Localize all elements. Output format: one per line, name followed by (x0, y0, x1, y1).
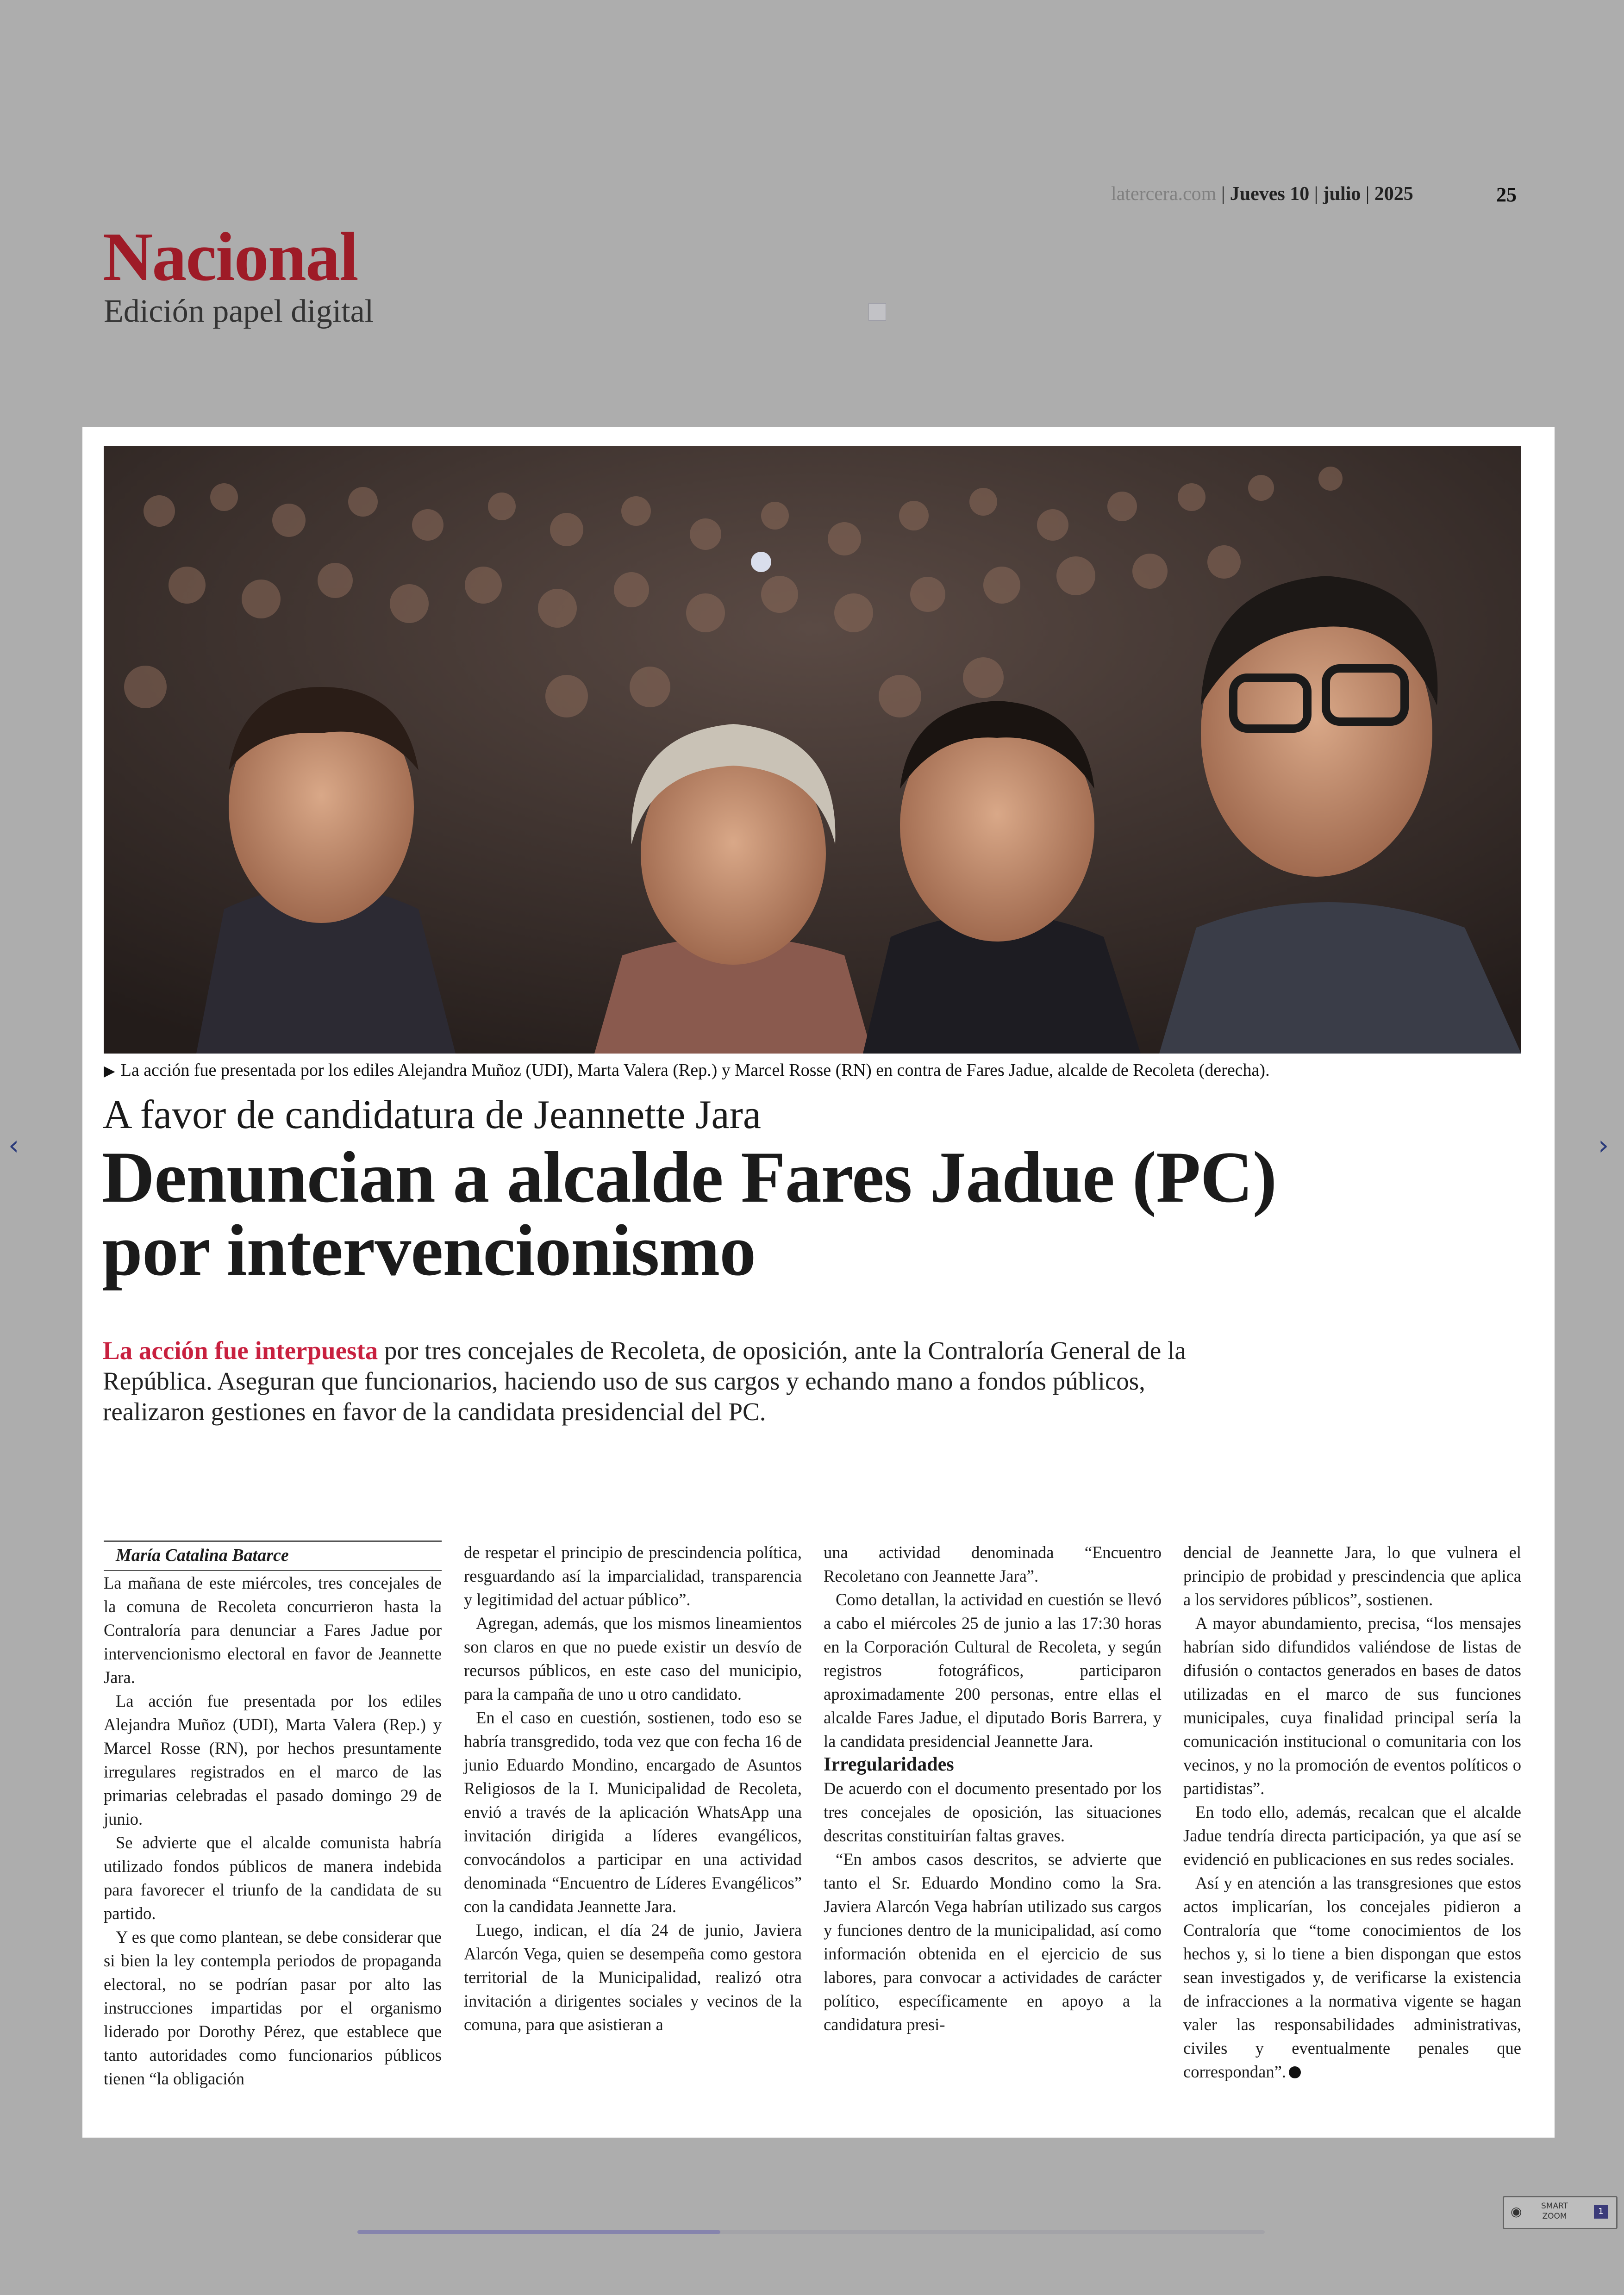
edition-subtitle: Edición papel digital (104, 293, 374, 329)
article-headline: Denuncian a alcalde Fares Jadue (PC) por intervencionismo (102, 1137, 1277, 1291)
photo-caption: ▶ La acción fue presentada por los ediles Alejandra Muñoz (UDI), Marta Valera (Rep.) y Marcel Rosse (RN) en contra de Fares Jadue, alcalde de Recoleta (derecha). (104, 1060, 1270, 1080)
paragraph: La mañana de este miércoles, tres concejales de la comuna de Recoleta concurrieron hasta la Contraloría para denunciar a Fares Jadue por intervencionismo electoral en favor de Jeannette Jara. (104, 1573, 442, 1687)
paragraph: La acción fue presentada por los ediles Alejandra Muñoz (UDI), Marta Valera (Rep.) y Marcel Rosse (RN), por hechos presuntamente irregulares registrados en el marco de las primarias celebradas el pasado domingo 29 de junio. (104, 1691, 442, 1828)
byline: María Catalina Batarce (104, 1540, 442, 1571)
end-of-article-icon (1289, 2066, 1301, 2078)
photo-illustration (104, 446, 1521, 1054)
issue-date-line: latercera.com | Jueves 10 | julio | 2025 (1111, 183, 1413, 205)
lead-text: por tres concejales de Recoleta, de oposición, ante la Contraloría General de la República. Aseguran que funcionarios, haciendo uso de sus cargos y echando mano a fondos públicos, realizaron gestiones en favor de la candidata presidencial del PC. (103, 1336, 1186, 1426)
paragraph: de respetar el principio de prescindencia política, resguardando así la imparcialidad, transparencia y legitimidad del actuar público”. (464, 1543, 802, 1609)
eye-icon: ◉ (1511, 2204, 1522, 2219)
paragraph: Agregan, además, que los mismos lineamientos son claros en que no puede existir un desvío de recursos públicos, en este caso del municipio, para la campaña de uno u otro candidato. (464, 1614, 802, 1703)
chevron-left-icon[interactable]: ‹ (8, 1129, 19, 1161)
site-name: latercera.com (1111, 183, 1217, 205)
issue-month: julio (1323, 183, 1361, 205)
section-title: Nacional (103, 218, 358, 295)
issue-day: Jueves 10 (1230, 183, 1310, 205)
paragraph: A mayor abundamiento, precisa, “los mensajes habrían sido difundidos valiéndose de listas de difusión o contactos generados en bases de datos utilizadas en el marco de sus funciones municipales, cuya finalidad principal sería la comunicación institucional o comunitaria con los vecinos, y no la promoción de eventos políticos o partidistas”. (1183, 1614, 1521, 1798)
section-subhead: Irregularidades (824, 1754, 954, 1775)
page-marker[interactable] (868, 303, 886, 321)
paragraph: Y es que como plantean, se debe considerar que si bien la ley contempla periodos de propaganda electoral, no se podrían pasar por alto las instrucciones impartidas por el organismo liderado por Dorothy Pérez, que establece que tanto autoridades como funcionarios públicos tienen “la obligación (104, 1927, 442, 2088)
article-column-2 (464, 1540, 802, 2036)
article-lead (103, 1335, 1237, 1427)
page-progress-fill[interactable] (357, 2230, 720, 2234)
paragraph: Se advierte que el alcalde comunista habría utilizado fondos públicos de manera indebida para favorecer el triunfo de la candidata de su partido. (104, 1833, 442, 1923)
article-column-3 (824, 1540, 1162, 2036)
article-photo (104, 446, 1521, 1054)
article-column-1 (104, 1540, 442, 2090)
paragraph: “En ambos casos descritos, se advierte que tanto el Sr. Eduardo Mondino como la Sra. Javiera Alarcón Vega habrían utilizado sus cargos y funciones dentro de la municipalidad, así como información obtenida en el ejercicio de sus labores, para convocar a actividades de carácter político, específicamente en apoyo a la candidatura presi- (824, 1850, 1162, 2034)
paragraph: Así y en atención a las transgresiones que estos actos implicarían, los concejales pidieron a Contraloría que “tome conocimientos de los hechos y, si lo tiene a bien dispongan que estos sean investigados y, de verificarse la existencia de infracciones a la normativa vigente se hagan valer las responsabilidades administrativas, civiles y eventualmente penales que correspondan”. (1183, 1873, 1521, 2081)
paragraph: En todo ello, además, recalcan que el alcalde Jadue tendría directa participación, ya que así se evidenció en publicaciones en sus redes sociales. (1183, 1802, 1521, 1869)
article-column-4 (1183, 1540, 1521, 2083)
smart-zoom-badge: 1 (1594, 2205, 1608, 2219)
paragraph: Como detallan, la actividad en cuestión se llevó a cabo el miércoles 25 de junio a las 17:30 horas en la Corporación Cultural de Recoleta, y según registros fotográficos, participaron aproximadamente 200 personas, entre ellas el alcalde Fares Jadue, el diputado Boris Barrera, y la candidata presidencial Jeannette Jara. (824, 1590, 1162, 1751)
paragraph: una actividad denominada “Encuentro Recoletano con Jeannette Jara”. (824, 1543, 1162, 1585)
paragraph: En el caso en cuestión, sostienen, todo eso se habría transgredido, toda vez que con fecha 16 de junio Eduardo Mondino, encargado de Asuntos Religiosos de la I. Municipalidad de Recoleta, envió a través de la aplicación WhatsApp una invitación dirigida a líderes evangélicos, convocándolos a participar en una actividad denominada “Encuentro de Líderes Evangélicos” con la candidata Jeannette Jara. (464, 1708, 802, 1916)
caption-marker-icon: ▶ (104, 1062, 115, 1079)
chevron-right-icon[interactable]: › (1598, 1129, 1609, 1161)
smart-zoom-button[interactable] (1503, 2196, 1618, 2229)
smart-zoom-label: SMART ZOOM (1541, 2201, 1568, 2221)
paragraph: Luego, indican, el día 24 de junio, Javiera Alarcón Vega, quien se desempeña como gestora territorial de la Municipalidad, realizó otra invitación a dirigentes sociales y vecinos de la comuna, para que asistieran a (464, 1921, 802, 2034)
page-number: 25 (1496, 183, 1517, 206)
lead-highlight: La acción fue interpuesta (103, 1336, 378, 1365)
paragraph: De acuerdo con el documento presentado por los tres concejales de oposición, las situaciones descritas constituirían faltas graves. (824, 1779, 1162, 1845)
issue-year: 2025 (1374, 183, 1413, 205)
paragraph: dencial de Jeannette Jara, lo que vulnera el principio de probidad y prescindencia que aplica a los servidores públicos”, sostienen. (1183, 1543, 1521, 1609)
article-kicker: A favor de candidatura de Jeannette Jara (103, 1092, 761, 1137)
